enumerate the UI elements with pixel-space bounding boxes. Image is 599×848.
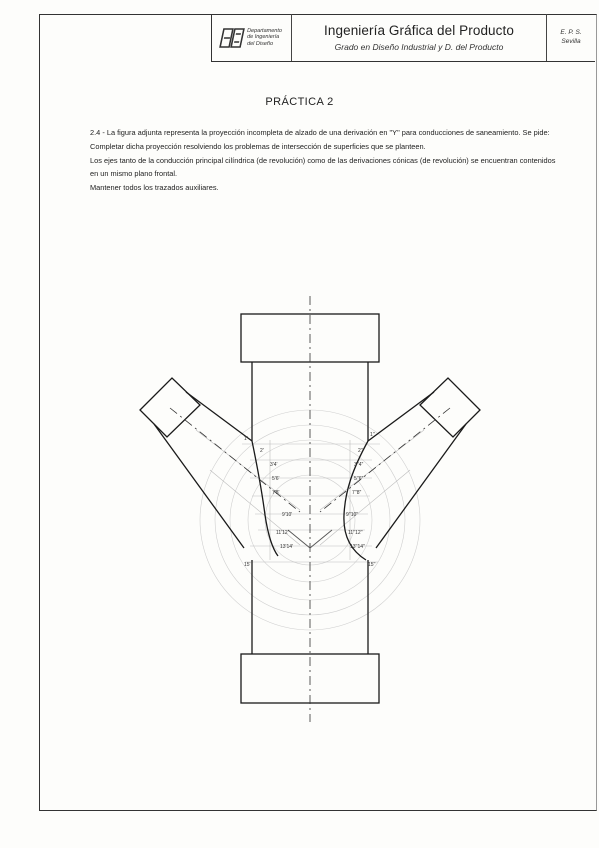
statement-paragraph: Mantener todos los trazados auxiliares. [90,183,219,193]
point-label: 11'12' [276,530,289,536]
department-line-1: Departamento [247,28,282,35]
school-city: Sevilla [561,37,581,45]
point-label: 9''10'' [346,512,359,518]
right-branch [344,378,480,560]
construction-line [320,470,410,545]
point-label: 15' [244,562,251,568]
left-branch-flange [140,378,200,437]
left-cone-lower-edge [154,424,244,548]
statement-paragraph: Completar dicha proyección resolviendo los problemas de intersección de superficies que se planteen. [90,141,426,151]
right-branch-flange [420,378,480,437]
left-cone-upper-edge [186,392,252,441]
statement-paragraph: 2.4 - La figura adjunta representa la proyección incompleta de alzado de una derivación en "Y" para conducciones de saneamiento. Se pide: [90,128,550,137]
right-intersection-curve [344,441,368,560]
degree-subtitle: Grado en Diseño Industrial y D. del Producto [334,42,504,52]
point-label: 9'10' [282,512,293,518]
point-label: 5''6'' [354,476,364,482]
point-label: 2'' [358,448,363,454]
course-title: Ingeniería Gráfica del Producto [324,23,514,38]
department-line-3: del Diseño [247,40,274,47]
point-label: 1' [244,436,248,442]
point-label: 7''8'' [352,490,362,496]
point-label: 3''4'' [354,462,364,468]
left-branch [140,378,278,556]
point-label: 13''14'' [350,544,365,550]
point-label: 5'6' [272,476,280,482]
point-label: 15'' [368,562,376,568]
point-label: 13'14' [280,544,294,550]
point-label: 2' [260,448,264,454]
point-label: 1'' [370,432,375,438]
right-cone-lower-edge [376,424,466,548]
point-label: 11''12'' [348,530,363,536]
practice-title: PRÁCTICA 2 [265,96,334,108]
right-cone-upper-edge [368,392,434,441]
statement-paragraph: Los ejes tanto de la conducción principal cilíndrica (de revolución) como de las derivaciones cónicas (de revolución) se encuentran contenidos en un mismo plano frontal. [90,155,556,179]
school-name: E. P. S. [560,29,582,37]
point-label: 7'8' [272,490,280,496]
point-label: 3'4' [270,462,278,468]
left-intersection-curve [252,441,278,556]
department-line-2: de Ingeniería [247,34,280,41]
